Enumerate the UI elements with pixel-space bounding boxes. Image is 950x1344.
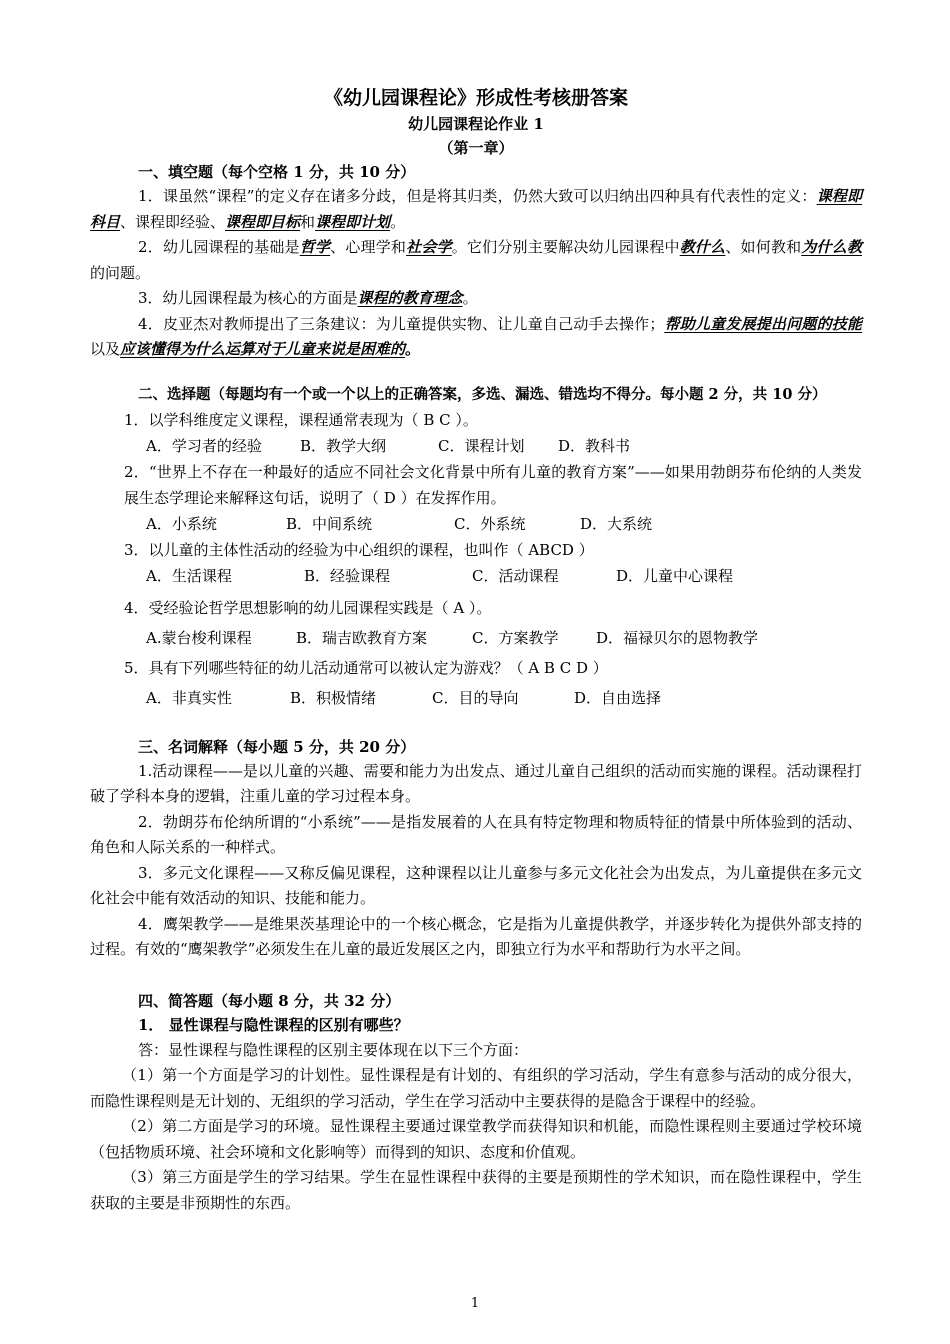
option: A．生活课程 <box>146 566 232 585</box>
option: C．课程计划 <box>438 436 525 455</box>
option: B．瑞吉欧教育方案 <box>296 628 428 647</box>
document-page <box>90 84 862 1216</box>
answer-blank: 课程即目标 <box>225 212 301 231</box>
option: D．教科书 <box>558 436 631 455</box>
option: D．福禄贝尔的恩物教学 <box>596 628 759 647</box>
choice-q2-stem: 2．“世界上不存在一种最好的适应不同社会文化背景中所有儿童的教育方案”——如果用勃朗芬布伦纳的人类发展生态学理论来解释这句话，说明了（ D ）在发挥作用。 <box>124 462 862 507</box>
option: B．中间系统 <box>286 514 373 533</box>
option: A．非真实性 <box>146 688 232 707</box>
option: C．目的导向 <box>432 688 519 707</box>
short-answer-point: （3）第三方面是学生的学习结果。学生在显性课程中获得的主要是预期性的学术知识，而在隐性课程中，学生获取的主要是非预期性的东西。 <box>90 1168 862 1212</box>
answer-blank: 社会学 <box>406 238 452 256</box>
short-answer-point: （2）第二方面是学习的环境。显性课程主要通过课堂教学而获得知识和机能，而隐性课程则主要通过学校环境（包括物质环境、社会环境和文化影响等）而得到的知识、态度和价值观。 <box>90 1117 862 1161</box>
section-definitions-heading: 三、名词解释（每小题 5 分，共 20 分） <box>138 737 416 756</box>
fill-blank-q1: 1．课虽然“课程”的定义存在诸多分歧，但是将其归类，仍然大致可以归纳出四种具有代表性的定义：课程即科目、课程即经验、课程即目标和课程即计划。 <box>90 187 862 231</box>
option: B．教学大纲 <box>300 436 387 455</box>
answer-blank: 哲学 <box>299 238 331 256</box>
page-number: 1 <box>470 1296 480 1311</box>
answer-blank: 课程即计划 <box>315 212 391 231</box>
option: D．大系统 <box>580 514 653 533</box>
choice-q4-options <box>90 625 862 651</box>
choice-q4-stem: 4．受经验论哲学思想影响的幼儿园课程实践是（ A ）。 <box>124 598 492 617</box>
fill-blank-q2: 2．幼儿园课程的基础是哲学、心理学和社会学。它们分别主要解决幼儿园课程中教什么、如何教和为什么教的问题。 <box>90 238 862 282</box>
section-short-answer-heading: 四、简答题（每小题 8 分，共 32 分） <box>138 991 401 1010</box>
section-fill-blank-heading: 一、填空题（每个空格 1 分，共 10 分） <box>138 163 416 181</box>
choice-q2-options <box>90 511 862 537</box>
option: A．学习者的经验 <box>146 436 262 455</box>
choice-q1-options <box>90 433 862 459</box>
option: B．经验课程 <box>304 566 391 585</box>
option: C．方案教学 <box>472 628 559 647</box>
answer-blank: 教什么 <box>679 238 726 256</box>
definition-item: 1.活动课程——是以儿童的兴趣、需要和能力为出发点、通过儿童自己组织的活动而实施的课程。活动课程打破了学科本身的逻辑，注重儿童的学习过程本身。 <box>90 761 862 805</box>
choice-q5-options <box>90 685 862 711</box>
choice-q5-stem: 5．具有下列哪些特征的幼儿活动通常可以被认定为游戏？（ A B C D ） <box>124 658 608 677</box>
chapter-label: （第一章） <box>438 139 514 157</box>
assignment-title: 幼儿园课程论作业 1 <box>408 115 544 133</box>
section-choice-heading: 二、选择题（每题均有一个或一个以上的正确答案，多选、漏选、错选均不得分。每小题 2 分，共 10 分） <box>138 385 827 403</box>
option: D．儿童中心课程 <box>616 566 734 585</box>
document-title: 《幼儿园课程论》形成性考核册答案 <box>323 87 628 109</box>
fill-blank-q3: 3．幼儿园课程最为核心的方面是课程的教育理念。 <box>138 289 478 307</box>
definition-item: 3．多元文化课程——又称反偏见课程，这种课程以让儿童参与多元文化社会为出发点，为儿童提供在多元文化社会中能有效活动的知识、技能和能力。 <box>90 863 862 907</box>
option: A．小系统 <box>146 514 217 533</box>
answer-blank: 为什么教 <box>801 238 862 256</box>
answer-blank: 应该懂得为什么运算对于儿童来说是困难的 <box>120 340 406 358</box>
choice-q3-stem: 3．以儿童的主体性活动的经验为中心组织的课程，也叫作（ ABCD ） <box>124 540 594 559</box>
definition-item: 4．鹰架教学——是维果茨基理论中的一个核心概念，它是指为儿童提供教学，并逐步转化为提供外部支持的过程。有效的“鹰架教学”必须发生在儿童的最近发展区之内，即独立行为水平和帮助行为水平之间。 <box>90 914 862 958</box>
short-answer-intro: 答：显性课程与隐性课程的区别主要体现在以下三个方面： <box>138 1040 529 1059</box>
definition-item: 2．勃朗芬布伦纳所谓的“小系统”——是指发展着的人在具有特定物理和物质特征的情景中所体验到的活动、角色和人际关系的一种样式。 <box>90 812 862 856</box>
choice-q3-options <box>90 563 862 589</box>
answer-blank: 帮助儿童发展提出问题的技能 <box>664 314 862 333</box>
fill-blank-q4: 4．皮亚杰对教师提出了三条建议：为儿童提供实物、让儿童自己动手去操作；帮助儿童发展提出问题的技能以及应该懂得为什么运算对于儿童来说是困难的。 <box>90 314 862 358</box>
option: B．积极情绪 <box>290 688 377 707</box>
option: C．活动课程 <box>472 566 559 585</box>
short-answer-point: （1）第一个方面是学习的计划性。显性课程是有计划的、有组织的学习活动，学生有意参与活动的成分很大，而隐性课程则是无计划的、无组织的学习活动，学生在学习活动中主要获得的是隐含于课程中的经验。 <box>90 1066 862 1110</box>
option: A.蒙台梭利课程 <box>146 628 252 647</box>
answer-blank: 课程即科目 <box>90 187 862 231</box>
option: C．外系统 <box>454 514 526 533</box>
choice-q1-stem: 1．以学科维度定义课程，课程通常表现为（ B C ）。 <box>124 410 478 429</box>
option: D．自由选择 <box>574 688 662 707</box>
short-answer-q1: 1． 显性课程与隐性课程的区别有哪些？ <box>138 1015 409 1034</box>
answer-blank: 课程的教育理念 <box>357 289 463 307</box>
